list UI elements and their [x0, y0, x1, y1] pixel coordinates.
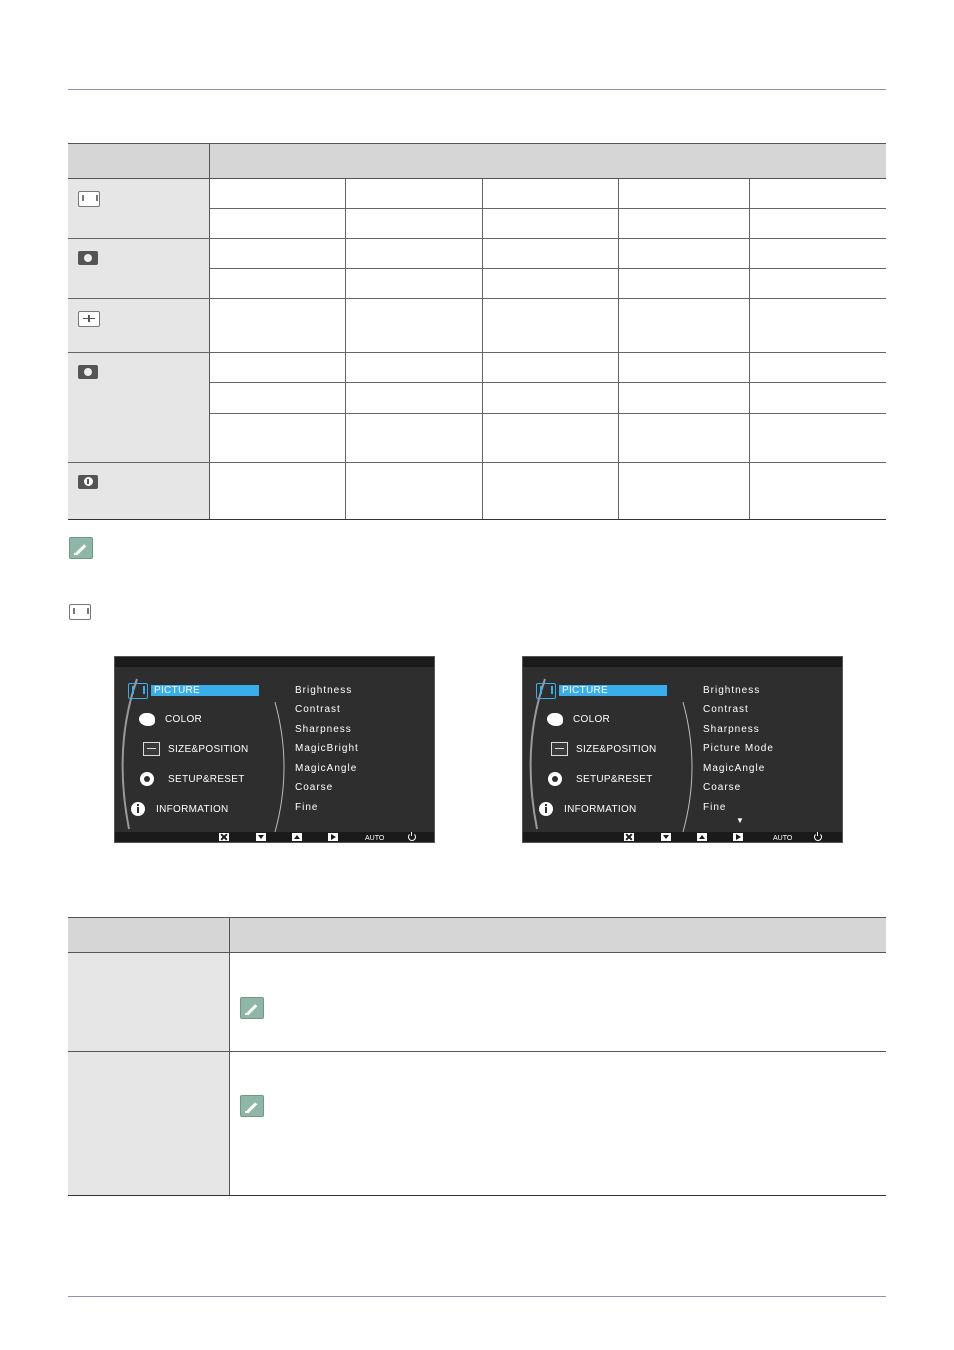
osd-screenshot-left — [114, 656, 435, 843]
note-icon — [240, 1095, 264, 1117]
table-cell — [749, 239, 886, 269]
table-cell-description — [229, 953, 886, 1052]
enter-arrow-icon[interactable] — [733, 833, 743, 841]
table-cell — [345, 179, 482, 209]
osd-menu-information[interactable]: INFORMATION — [564, 804, 637, 815]
table-cell — [482, 353, 618, 383]
auto-button[interactable]: AUTO — [365, 835, 385, 842]
osd-menu-picture[interactable]: PICTURE — [559, 685, 667, 696]
auto-button[interactable]: AUTO — [773, 835, 793, 842]
table-cell-menu — [68, 1052, 229, 1196]
info-icon — [539, 802, 553, 816]
table-cell — [749, 179, 886, 209]
table-cell — [618, 414, 749, 463]
table-cell — [345, 209, 482, 239]
osd-menu-information[interactable]: INFORMATION — [156, 804, 229, 815]
picture-icon — [78, 191, 100, 207]
table-cell — [209, 353, 345, 383]
table-cell — [209, 414, 345, 463]
table-cell — [749, 209, 886, 239]
detail-table — [68, 917, 886, 1196]
osd-submenu-magicbright[interactable]: MagicBright — [295, 743, 359, 754]
table-cell — [209, 383, 345, 414]
osd-submenu-coarse[interactable]: Coarse — [295, 782, 334, 793]
close-icon[interactable] — [624, 833, 634, 841]
table-cell — [345, 239, 482, 269]
down-arrow-icon[interactable] — [661, 833, 671, 841]
table-cell — [345, 463, 482, 520]
enter-arrow-icon[interactable] — [328, 833, 338, 841]
category-information — [68, 463, 209, 520]
table-cell — [749, 269, 886, 299]
table-cell — [345, 353, 482, 383]
table-cell — [618, 239, 749, 269]
osd-menu-color[interactable]: COLOR — [573, 714, 611, 725]
category-setup-reset — [68, 353, 209, 463]
table-cell — [482, 463, 618, 520]
table-cell — [618, 463, 749, 520]
osd-submenu-brightness[interactable]: Brightness — [295, 685, 353, 696]
table-cell — [618, 209, 749, 239]
osd-submenu-magicangle[interactable]: MagicAngle — [295, 763, 358, 774]
osd-menu-color[interactable]: COLOR — [165, 714, 203, 725]
table-header-menu — [68, 144, 209, 179]
table-cell — [209, 463, 345, 520]
osd-button-bar — [115, 832, 434, 842]
osd-submenu-contrast[interactable]: Contrast — [295, 704, 341, 715]
table-cell — [749, 463, 886, 520]
table-cell — [209, 299, 345, 353]
size-position-icon — [78, 311, 100, 327]
osd-submenu-magicangle[interactable]: MagicAngle — [703, 763, 766, 774]
table-cell — [482, 383, 618, 414]
table-cell — [345, 414, 482, 463]
table-cell-menu — [68, 953, 229, 1052]
osd-top-bar — [523, 657, 842, 667]
table-row — [68, 463, 886, 520]
info-icon — [131, 802, 145, 816]
header-rule — [68, 89, 886, 90]
size-position-icon — [143, 742, 160, 756]
table-cell — [482, 414, 618, 463]
table-cell — [618, 179, 749, 209]
table-cell — [749, 414, 886, 463]
category-size-position — [68, 299, 209, 353]
osd-menu-size-position[interactable]: SIZE&POSITION — [168, 744, 249, 755]
table-cell-description — [229, 1052, 886, 1196]
osd-menu-setup-reset[interactable]: SETUP&RESET — [576, 774, 653, 785]
osd-submenu-picture-mode[interactable]: Picture Mode — [703, 743, 774, 754]
table-cell — [482, 179, 618, 209]
table-cell — [482, 209, 618, 239]
color-icon — [78, 251, 98, 265]
table-cell — [482, 269, 618, 299]
size-position-icon — [551, 742, 568, 756]
picture-icon — [128, 683, 148, 699]
category-picture — [68, 179, 209, 239]
table-cell — [209, 209, 345, 239]
table-cell — [618, 269, 749, 299]
picture-section-icon — [69, 604, 91, 620]
table-cell — [345, 383, 482, 414]
table-header-description — [229, 918, 886, 953]
menu-overview-table — [68, 143, 886, 520]
osd-submenu-contrast[interactable]: Contrast — [703, 704, 749, 715]
table-cell — [618, 299, 749, 353]
table-cell — [209, 239, 345, 269]
table-header-submenu — [209, 144, 886, 179]
osd-submenu-fine[interactable]: Fine — [703, 802, 727, 813]
osd-menu-setup-reset[interactable]: SETUP&RESET — [168, 774, 245, 785]
note-icon — [240, 997, 264, 1019]
table-cell — [749, 383, 886, 414]
table-cell — [482, 239, 618, 269]
table-cell — [209, 179, 345, 209]
color-icon — [139, 713, 155, 726]
table-row — [68, 179, 886, 209]
table-header-row — [68, 144, 886, 179]
table-header-row — [68, 918, 886, 953]
picture-icon — [536, 683, 556, 699]
information-icon — [78, 475, 98, 489]
down-arrow-icon[interactable] — [256, 833, 266, 841]
table-cell — [618, 353, 749, 383]
osd-button-bar — [523, 832, 842, 842]
setup-reset-icon — [78, 365, 98, 379]
power-icon[interactable] — [814, 833, 822, 841]
table-cell — [749, 299, 886, 353]
footer-rule — [68, 1296, 886, 1297]
more-items-indicator: ▼ — [736, 816, 744, 825]
gear-icon — [140, 772, 154, 786]
table-row — [68, 239, 886, 269]
table-row — [68, 1052, 886, 1196]
gear-icon — [548, 772, 562, 786]
osd-submenu-sharpness[interactable]: Sharpness — [295, 724, 352, 735]
table-cell — [482, 299, 618, 353]
osd-menu-picture[interactable]: PICTURE — [151, 685, 259, 696]
osd-menu-size-position[interactable]: SIZE&POSITION — [576, 744, 657, 755]
osd-screenshot-right — [522, 656, 843, 843]
table-row — [68, 299, 886, 353]
up-arrow-icon[interactable] — [697, 833, 707, 841]
table-row — [68, 953, 886, 1052]
osd-submenu-brightness[interactable]: Brightness — [703, 685, 761, 696]
table-cell — [749, 353, 886, 383]
table-row — [68, 353, 886, 383]
osd-top-bar — [115, 657, 434, 667]
osd-submenu-sharpness[interactable]: Sharpness — [703, 724, 760, 735]
note-icon — [69, 537, 93, 559]
table-cell — [345, 269, 482, 299]
color-icon — [547, 713, 563, 726]
close-icon[interactable] — [219, 833, 229, 841]
up-arrow-icon[interactable] — [292, 833, 302, 841]
category-color — [68, 239, 209, 299]
table-cell — [345, 299, 482, 353]
table-cell — [209, 269, 345, 299]
osd-submenu-fine[interactable]: Fine — [295, 802, 319, 813]
power-icon[interactable] — [408, 833, 416, 841]
table-cell — [618, 383, 749, 414]
table-header-menu — [68, 918, 229, 953]
osd-submenu-coarse[interactable]: Coarse — [703, 782, 742, 793]
